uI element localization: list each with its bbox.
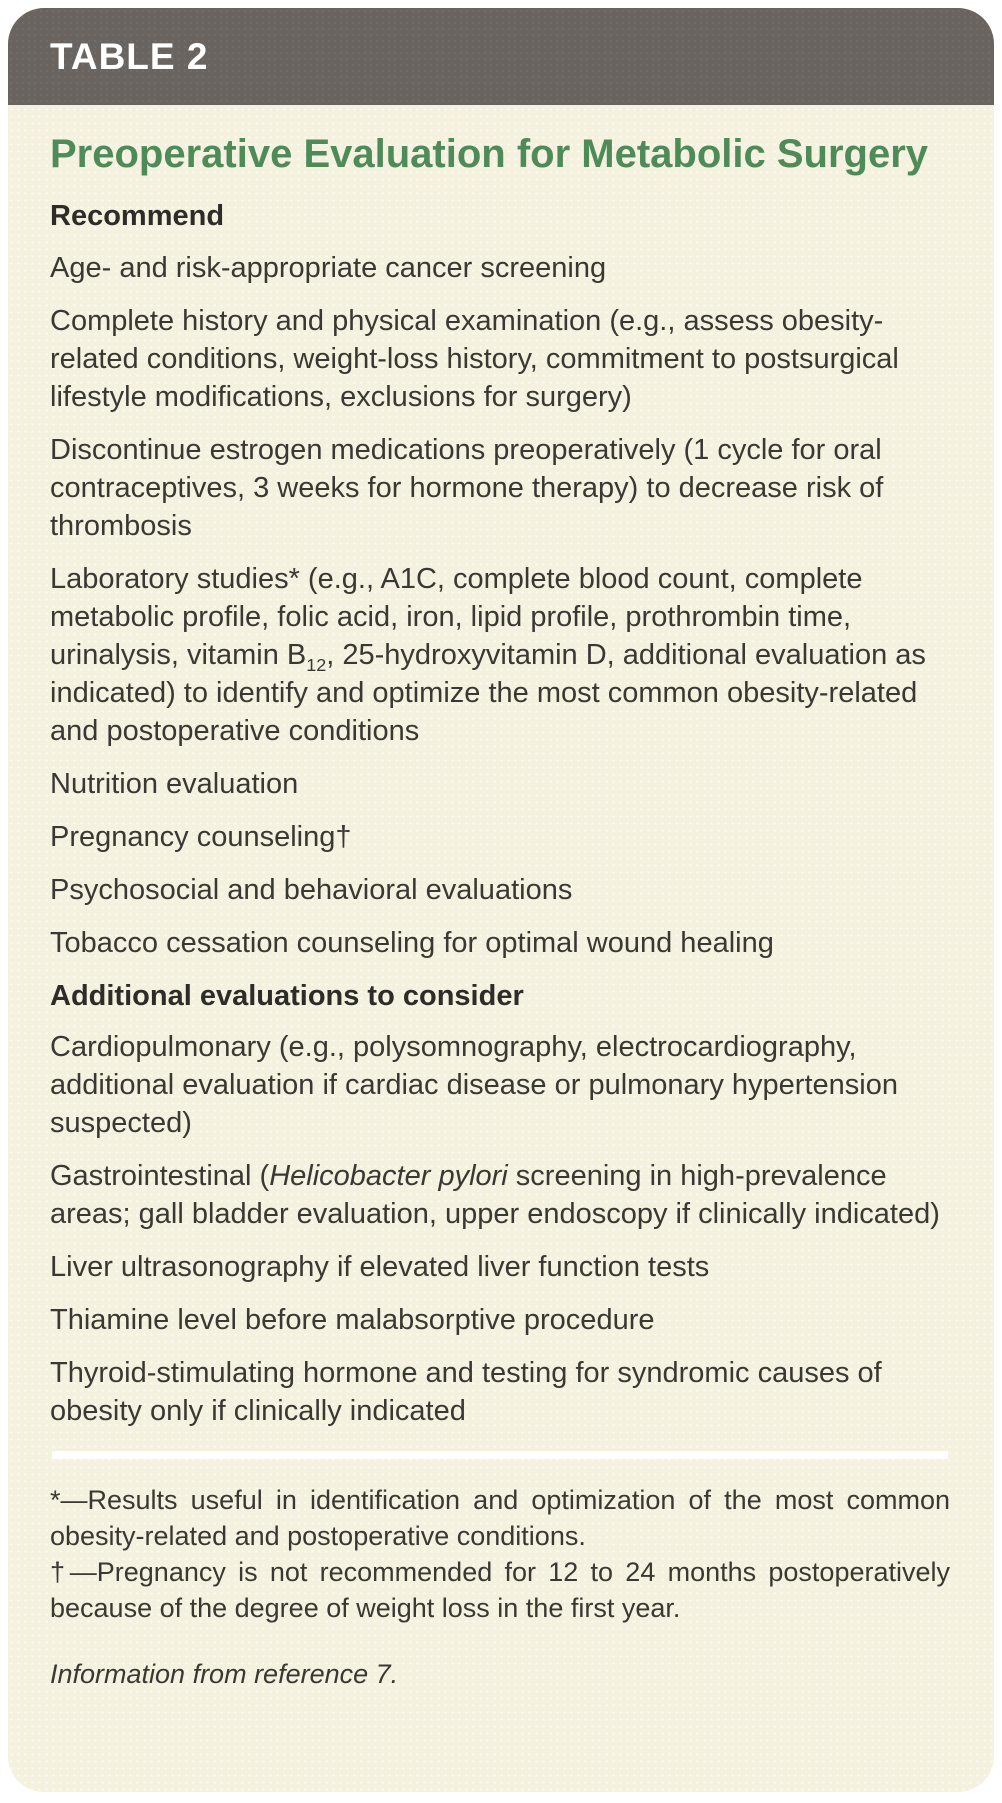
source-note: Information from reference 7.	[50, 1658, 399, 1689]
table-sections	[50, 198, 950, 1431]
section-heading: Additional evaluations to consider	[50, 979, 524, 1012]
list-item: Thiamine level before malabsorptive procedure	[50, 1304, 655, 1337]
list-item: Discontinue estrogen medications preoperatively (1 cycle for oral contraceptives, 3 weeks for hormone therapy) to decrease risk of thrombosis	[50, 433, 884, 542]
footnote-divider	[52, 1451, 948, 1459]
list-item: Gastrointestinal (Helicobacter pylori screening in high-prevalence areas; gall bladder evaluation, upper endoscopy if clinically indicated)	[50, 1160, 940, 1231]
list-item: Laboratory studies* (e.g., A1C, complete blood count, complete metabolic profile, folic acid, iron, lipid profile, prothrombin time, urinalysis, vitamin $B_{12}$, 25-hydroxyvitamin D, additional evaluation as indicated) to identify and optimize the most common obesity-related and postoperative conditions	[50, 562, 926, 747]
section-heading: Recommend	[50, 200, 225, 233]
list-item: Cardiopulmonary (e.g., polysomnography, electrocardiography, additional evaluation if cardiac disease or pulmonary hypertension suspected)	[50, 1031, 898, 1140]
table-label: TABLE 2	[50, 35, 209, 77]
list-item: Nutrition evaluation	[50, 767, 299, 800]
list-item: Liver ultrasonography if elevated liver function tests	[50, 1251, 710, 1284]
table-title: Preoperative Evaluation for Metabolic Surgery	[50, 132, 929, 176]
list-item: Psychosocial and behavioral evaluations	[50, 873, 573, 906]
list-item: Complete history and physical examination (e.g., assess obesity-related conditions, weight-loss history, commitment to postsurgical lifestyle modifications, exclusions for surgery)	[50, 304, 899, 413]
table-header-bar	[8, 8, 994, 105]
list-item: Age- and risk-appropriate cancer screening	[50, 251, 607, 284]
footnotes	[50, 1483, 950, 1627]
table-body	[8, 105, 994, 1692]
table-card	[8, 8, 994, 1792]
list-item: Tobacco cessation counseling for optimal wound healing	[50, 926, 774, 959]
list-item: Thyroid-stimulating hormone and testing for syndromic causes of obesity only if clinically indicated	[50, 1357, 882, 1428]
footnote: †—Pregnancy is not recommended for 12 to 24 months postoperatively because of the degree of weight loss in the first year.	[50, 1556, 950, 1623]
list-item: Pregnancy counseling†	[50, 820, 352, 853]
footnote: *—Results useful in identification and optimization of the most common obesity-related and postoperative conditions.	[50, 1485, 950, 1552]
